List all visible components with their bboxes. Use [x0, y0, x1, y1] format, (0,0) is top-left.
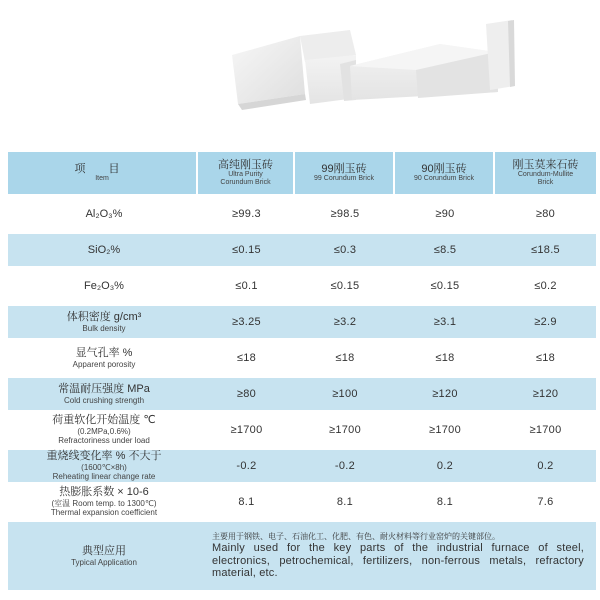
cell-value: ≥2.9: [534, 315, 557, 328]
row-label: [8, 338, 198, 374]
table-cell: [495, 266, 596, 302]
cell-value: 0.2: [537, 459, 554, 472]
table-cell: [295, 338, 395, 374]
table-cell: [198, 302, 295, 338]
row-label-en: Reheating linear change rate: [52, 472, 156, 482]
table-cell: [295, 194, 395, 230]
row-label-en: Refractoriness under load: [58, 436, 150, 446]
row-label-zh: Fe₂O₃%: [84, 279, 124, 292]
table-cell: [495, 338, 596, 374]
cell-value: ≤18.5: [531, 243, 560, 256]
table-cell: [495, 446, 596, 482]
table-cell: [395, 302, 495, 338]
table-cell: [198, 194, 295, 230]
table-cell: [295, 374, 395, 410]
row-label-sub: (室温 Room temp. to 1300℃): [51, 499, 157, 509]
table-row: [8, 266, 596, 302]
header-product-en: 90 Corundum Brick: [414, 175, 474, 183]
row-label-zh: 荷重软化开始温度 ℃: [52, 414, 156, 427]
cell-value: 8.1: [238, 495, 255, 508]
row-label-sub: (1600℃×8h): [81, 463, 127, 473]
application-text-zh: 主要用于钢铁、电子、石油化工、化肥、有色、耐火材料等行业窑炉的关键部位。: [212, 531, 500, 541]
row-label: [8, 482, 198, 518]
header-product-2: [295, 152, 395, 194]
table-header: [8, 152, 596, 194]
cell-value: ≥1700: [529, 423, 562, 436]
table-cell: [495, 410, 596, 446]
cell-value: ≥80: [535, 207, 556, 220]
table-row: [8, 302, 596, 338]
row-label-zh: 显气孔率 %: [75, 347, 133, 360]
header-product-4: [495, 152, 596, 194]
cell-value: ≥120: [532, 387, 559, 400]
cell-value: ≥1700: [230, 423, 263, 436]
row-label: [8, 302, 198, 338]
row-label-zh: 重烧线变化率 % 不大于: [46, 450, 162, 463]
table-cell: [395, 230, 495, 266]
table-cell: [495, 482, 596, 518]
row-label-en: Thermal expansion coefficient: [50, 508, 158, 518]
header-product-zh: 刚玉莫来石砖: [512, 158, 579, 171]
cell-value: 8.1: [336, 495, 354, 508]
application-text: [198, 518, 596, 590]
cell-value: ≤8.5: [433, 243, 457, 256]
cell-value: ≥120: [432, 387, 458, 400]
table-cell: [495, 302, 596, 338]
row-label: [8, 194, 198, 230]
header-product-en: 99 Corundum Brick: [314, 175, 374, 183]
row-label-zh: SiO₂%: [87, 243, 121, 256]
table-row: [8, 446, 596, 482]
table-cell: [198, 338, 295, 374]
header-item-en: Item: [95, 175, 109, 183]
cell-value: ≥3.25: [232, 315, 261, 328]
table-cell: [495, 230, 596, 266]
table-cell: [395, 374, 495, 410]
row-label-zh: Al₂O₃%: [85, 207, 123, 220]
table-cell: [395, 338, 495, 374]
cell-value: ≤18: [236, 351, 257, 364]
cell-value: ≥100: [332, 387, 358, 400]
header-product-en: Corundum Brick: [220, 179, 271, 187]
cell-value: ≥1700: [428, 423, 461, 436]
cell-value: -0.2: [236, 459, 257, 472]
header-product-en: Ultra Purity: [228, 171, 263, 179]
cell-value: ≤0.15: [330, 279, 360, 292]
application-label-zh: 典型应用: [82, 545, 126, 558]
row-label-en: Apparent porosity: [72, 359, 136, 369]
table-row: [8, 410, 596, 446]
application-label: [8, 518, 198, 590]
cell-value: ≤0.15: [232, 243, 261, 256]
application-label-en: Typical Application: [71, 557, 137, 567]
table-cell: [198, 482, 295, 518]
cell-value: ≥80: [236, 387, 257, 400]
table-cell: [395, 194, 495, 230]
cell-value: ≤0.1: [235, 279, 258, 292]
row-label-en: Bulk density: [82, 323, 126, 333]
table-row: [8, 374, 596, 410]
cell-value: ≤18: [435, 351, 455, 364]
row-label-zh: 常温耐压强度 MPa: [58, 383, 150, 396]
cell-value: ≤0.3: [333, 243, 357, 256]
row-label: [8, 266, 198, 302]
header-product-zh: 90刚玉砖: [421, 162, 467, 175]
table-row: [8, 482, 596, 518]
header-item-zh: 项 目: [74, 162, 130, 175]
cell-value: ≥99.3: [232, 207, 261, 220]
row-label: [8, 230, 198, 266]
table-row: [8, 194, 596, 230]
table-cell: [395, 266, 495, 302]
cell-value: ≥1700: [328, 423, 361, 436]
row-label-zh: 热膨胀系数 × 10-6: [59, 486, 149, 499]
application-text-en: Mainly used for the key parts of the industrial furnace of steel, electronics, petrochemical, fertilizers, non-ferrous metals, refractory material, etc.: [212, 542, 584, 580]
header-product-zh: 99刚玉砖: [321, 162, 367, 175]
header-product-zh: 高纯刚玉砖: [218, 158, 273, 171]
table-cell: [295, 266, 395, 302]
table-cell: [495, 194, 596, 230]
cell-value: ≥90: [435, 207, 455, 220]
cell-value: ≤18: [535, 351, 556, 364]
cell-value: -0.2: [334, 459, 356, 472]
table-cell: [295, 410, 395, 446]
row-label: [8, 446, 198, 482]
cell-value: ≤18: [335, 351, 355, 364]
row-label-sub: (0.2MPa,0.6%): [77, 427, 131, 437]
table-cell: [295, 230, 395, 266]
cell-value: ≥3.2: [333, 315, 357, 328]
row-label-en: Cold crushing strength: [63, 395, 145, 405]
cell-value: 0.2: [436, 459, 454, 472]
row-label-zh: 体积密度 g/cm³: [66, 311, 142, 324]
header-product-3: [395, 152, 495, 194]
table-cell: [295, 482, 395, 518]
row-label: [8, 410, 198, 446]
header-product-1: [198, 152, 295, 194]
cell-value: ≥98.5: [330, 207, 360, 220]
table-cell: [198, 446, 295, 482]
table-row: [8, 338, 596, 374]
table-cell: [495, 374, 596, 410]
table-cell: [295, 302, 395, 338]
cell-value: 8.1: [436, 495, 454, 508]
table-cell: [198, 410, 295, 446]
row-label: [8, 374, 198, 410]
header-product-en: Brick: [537, 179, 554, 187]
table-row: [8, 230, 596, 266]
product-photo: [0, 0, 600, 150]
table-cell: [295, 446, 395, 482]
application-row: [8, 518, 596, 590]
cell-value: ≤0.15: [430, 279, 460, 292]
cell-value: 7.6: [537, 495, 554, 508]
table-cell: [198, 230, 295, 266]
table-cell: [395, 410, 495, 446]
table-cell: [395, 446, 495, 482]
cell-value: ≥3.1: [433, 315, 457, 328]
table-cell: [198, 266, 295, 302]
table-cell: [395, 482, 495, 518]
spec-table: [8, 152, 596, 590]
table-cell: [198, 374, 295, 410]
header-product-en: Corundum-Mullite: [517, 171, 574, 179]
cell-value: ≤0.2: [534, 279, 557, 292]
brick-large: [232, 36, 305, 104]
header-item: [8, 152, 198, 194]
